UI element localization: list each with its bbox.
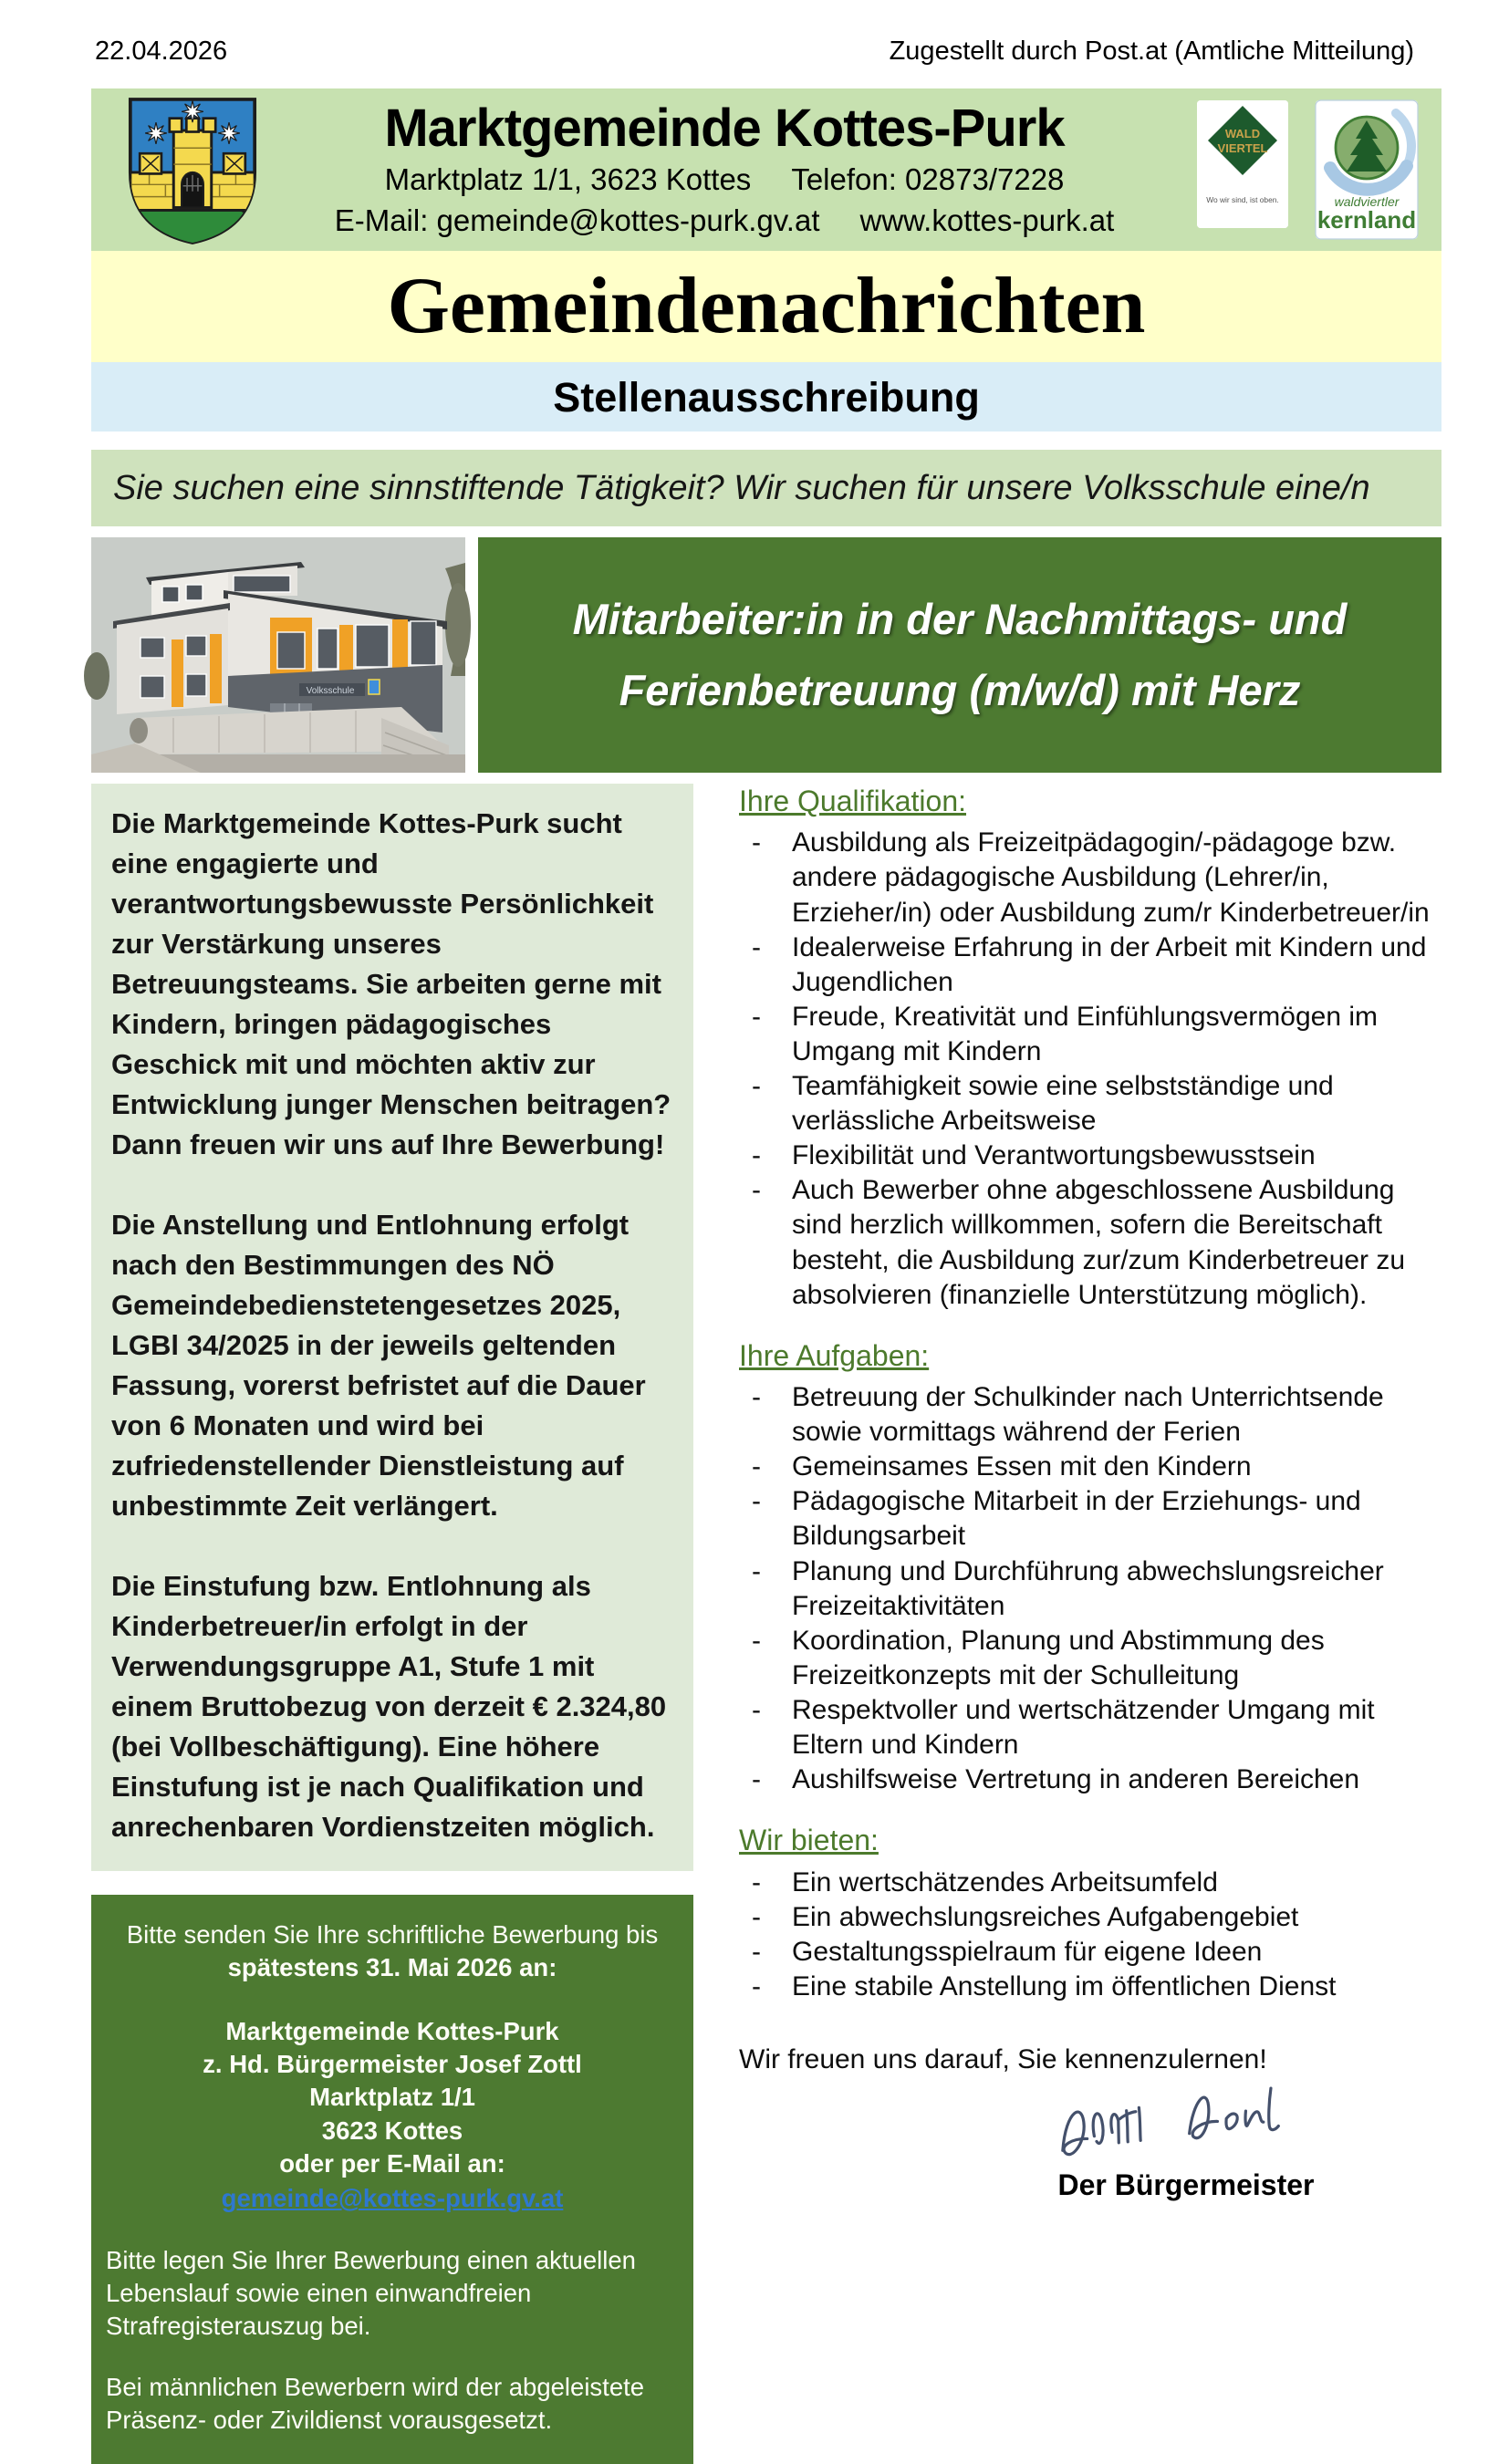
intro-sentence: Sie suchen eine sinnstiftende Tätigkeit? Wir suchen für unsere Volksschule eine/n: [113, 468, 1370, 507]
section-offer: [739, 1823, 1441, 2004]
list-item: - Ausbildung als Freizeitpädagogin/-pädagoge bzw. andere pädagogische Ausbildung (Lehrer/in, Erzieher/in) oder Ausbildung zum/r Kinderbetreuer/in: [792, 826, 1441, 930]
masthead: [91, 88, 1441, 251]
list-item: - Eine stabile Anstellung im öffentlichen Dienst: [792, 1970, 1441, 2004]
list-item: - Koordination, Planung und Abstimmung des Freizeitkonzepts mit der Schulleitung: [792, 1624, 1441, 1693]
partner-logos: [1197, 100, 1418, 239]
application-box: [91, 1895, 693, 2463]
qualifications-list: [739, 826, 1441, 1312]
description-paragraph: Die Marktgemeinde Kottes-Purk sucht eine engagierte und verantwortungsbewusste Persönlichkeit zur Verstärkung unseres Betreuungsteams. Sie arbeiten gerne mit Kindern, bringen pädagogisches Geschick mit und möchten aktiv zur Entwicklung junger Menschen beitragen? Dann freuen wir uns auf Ihre Bewerbung!: [111, 807, 671, 1161]
signature: [1049, 2079, 1323, 2157]
photo-row: [91, 537, 1441, 773]
section-tasks: [739, 1338, 1441, 1798]
page-subtitle: Stellenausschreibung: [553, 373, 980, 421]
kernland-logo: [1316, 100, 1418, 239]
apply-address-line: z. Hd. Bürgermeister Josef Zottl: [203, 2050, 582, 2079]
school-sign: Volksschule: [306, 686, 355, 696]
apply-address-line: oder per E-Mail an:: [279, 2149, 505, 2178]
closing-sentence: Wir freuen uns darauf, Sie kennenzulernen!: [739, 2043, 1267, 2074]
subtitle-band: [91, 362, 1441, 431]
masthead-text: [261, 98, 1197, 239]
svg-text:waldviertler: waldviertler: [1334, 194, 1400, 209]
topbar: [0, 0, 1509, 67]
apply-address-line: 3623 Kottes: [321, 2116, 463, 2145]
star-icon: [218, 122, 240, 144]
job-title-line1: Mitarbeiter:in in der Nachmittags- und: [572, 595, 1348, 644]
left-column: [91, 784, 693, 2464]
list-item: - Freude, Kreativität und Einfühlungsvermögen im Umgang mit Kindern: [792, 1000, 1441, 1069]
municipality-name: Marktgemeinde Kottes-Purk: [384, 98, 1065, 158]
list-item: - Teamfähigkeit sowie eine selbstständige und verlässliche Arbeitsweise: [792, 1069, 1441, 1138]
job-title-box: [478, 537, 1441, 773]
title-band: [91, 251, 1441, 362]
school-photo: [91, 537, 465, 773]
apply-note-documents: Bitte legen Sie Ihrer Bewerbung einen aktuellen Lebenslauf sowie einen einwandfreien Strafregisterauszug bei.: [106, 2246, 636, 2340]
list-item: - Flexibilität und Verantwortungsbewusstsein: [792, 1138, 1441, 1173]
list-item: - Ein wertschätzendes Arbeitsumfeld: [792, 1866, 1441, 1900]
email-link[interactable]: gemeinde@kottes-purk.gv.at: [221, 2184, 564, 2213]
tasks-list: [739, 1380, 1441, 1797]
list-item: - Ein abwechslungsreiches Aufgabengebiet: [792, 1900, 1441, 1935]
apply-intro: Bitte senden Sie Ihre schriftliche Bewerbung bis spätestens 31. Mai 2026 an:: [126, 1920, 659, 1982]
list-item: - Pädagogische Mitarbeit in der Erziehungs- und Bildungsarbeit: [792, 1484, 1441, 1554]
section-heading-qualifications: Ihre Qualifikation:: [739, 785, 967, 817]
list-item: - Gemeinsames Essen mit den Kindern: [792, 1450, 1441, 1484]
star-icon: [145, 122, 167, 144]
delivery-note: Zugestellt durch Post.at (Amtliche Mitteilung): [889, 36, 1414, 66]
apply-address: [106, 2015, 679, 2180]
section-qualifications: [739, 784, 1441, 1313]
list-item: - Planung und Durchführung abwechslungsreicher Freizeitaktivitäten: [792, 1554, 1441, 1624]
section-heading-tasks: Ihre Aufgaben:: [739, 1338, 930, 1372]
address-line: Marktplatz 1/1, 3623 Kottes Telefon: 02873/7228: [384, 162, 1065, 197]
offer-list: [739, 1866, 1441, 2004]
section-heading-offer: Wir bieten:: [739, 1824, 879, 1857]
svg-text:WALD: WALD: [1224, 127, 1261, 140]
apply-deadline: spätestens 31. Mai 2026 an:: [227, 1953, 557, 1982]
list-item: - Idealerweise Erfahrung in der Arbeit mit Kindern und Jugendlichen: [792, 930, 1441, 1000]
list-item: - Aushilfsweise Vertretung in anderen Bereichen: [792, 1762, 1441, 1797]
list-item: - Gestaltungsspielraum für eigene Ideen: [792, 1935, 1441, 1970]
salary-paragraph: Die Einstufung bzw. Entlohnung als Kinderbetreuer/in erfolgt in der Verwendungsgruppe A1, Stufe 1 mit einem Bruttobezug von derzeit € 2.324,80 (bei Vollbeschäftigung). Eine höhere Einstufung ist je nach Qualifikation und anrechenbaren Vordienstzeiten möglich.: [111, 1570, 667, 1844]
list-item: - Auch Bewerber ohne abgeschlossene Ausbildung sind herzlich willkommen, sofern die Bereitschaft besteht, die Ausbildung zur/zum Kinderbetreuer zu absolvieren (finanzielle Unterstützung möglich).: [792, 1173, 1441, 1312]
svg-text:Wo wir sind, ist oben.: Wo wir sind, ist oben.: [1206, 195, 1279, 204]
content-columns: [91, 784, 1441, 2464]
signer-title: Der Bürgermeister: [1057, 2168, 1315, 2202]
apply-note-service: Bei männlichen Bewerbern wird der abgeleistete Präsenz- oder Zivildienst vorausgesetzt.: [106, 2373, 645, 2435]
employment-paragraph: Die Anstellung und Entlohnung erfolgt nach den Bestimmungen des NÖ Gemeindebedienstetengesetzes 2025, LGBl 34/2025 in der jeweils geltenden Fassung, vorerst befristet auf die Dauer von 6 Monaten und wird bei zufriedenstellender Dienstleistung auf unbestimmte Zeit verlängert.: [111, 1209, 646, 1523]
contact-line: E-Mail: gemeinde@kottes-purk.gv.at www.kottes-purk.at: [334, 203, 1115, 238]
list-item: - Respektvoller und wertschätzender Umgang mit Eltern und Kindern: [792, 1693, 1441, 1762]
job-title-line2: Ferienbetreuung (m/w/d) mit Herz: [619, 666, 1301, 714]
date-label: 22.04.2026: [95, 36, 228, 66]
right-column: [739, 784, 1441, 2204]
apply-address-line: Marktplatz 1/1: [309, 2083, 475, 2112]
intro-band: [91, 450, 1441, 526]
email-row: [106, 2182, 679, 2215]
apply-address-line: Marktgemeinde Kottes-Purk: [225, 2016, 559, 2045]
job-description-box: [91, 784, 693, 1871]
svg-text:VIERTEL: VIERTEL: [1217, 141, 1268, 155]
svg-text:kernland: kernland: [1316, 206, 1417, 234]
coat-of-arms: [124, 94, 261, 245]
page-title: Gemeindenachrichten: [387, 262, 1146, 350]
list-item: - Betreuung der Schulkinder nach Unterrichtsende sowie vormittags während der Ferien: [792, 1380, 1441, 1450]
waldviertel-logo: [1197, 100, 1288, 228]
signature-block: [1013, 2079, 1359, 2204]
star-icon: [182, 100, 203, 122]
